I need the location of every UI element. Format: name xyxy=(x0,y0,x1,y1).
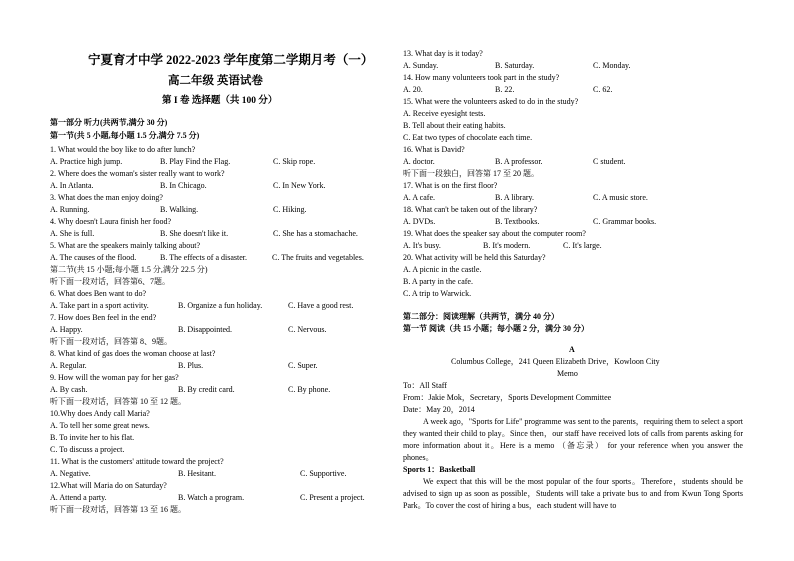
question-8: 8. What kind of gas does the woman choose at last? xyxy=(50,349,216,358)
question-18: 18. What can't be taken out of the library? xyxy=(403,205,538,214)
question-6: 6. What does Ben want to do? xyxy=(50,289,147,298)
q18-option-b: B. Textbooks. xyxy=(495,217,540,226)
q2-option-b: B. In Chicago. xyxy=(160,181,207,190)
question-17: 17. What is on the first floor? xyxy=(403,181,498,190)
q3-option-c: C. Hiking. xyxy=(273,205,307,214)
q10-option-c: C. To discuss a project. xyxy=(50,445,125,454)
q2-option-c: C. In New York. xyxy=(273,181,326,190)
memo-title: Memo xyxy=(557,369,578,378)
q16-option-a: A. doctor. xyxy=(403,157,435,166)
q15-option-b: B. Tell about their eating habits. xyxy=(403,121,506,130)
q19-option-c: C. It's large. xyxy=(563,241,602,250)
q7-option-b: B. Disappointed. xyxy=(178,325,232,334)
question-15: 15. What were the volunteers asked to do in the study? xyxy=(403,97,579,106)
q4-option-c: C. She has a stomachache. xyxy=(273,229,358,238)
q13-option-c: C. Monday. xyxy=(593,61,631,70)
memo-paragraph-2: We expect that this will be the most popular of the four sports。Therefore，students should be advised to sign up as soon as possible，Students will take a private bus to and from Kwun Tong Sports Park。To cover the cost of hiring a bus，each student will have to xyxy=(403,477,743,510)
question-2: 2. Where does the woman's sister really want to work? xyxy=(50,169,225,178)
q2-option-a: A. In Atlanta. xyxy=(50,181,94,190)
q20-option-c: C. A trip to Warwick. xyxy=(403,289,472,298)
q5-option-c: C. The fruits and vegetables. xyxy=(272,253,364,262)
memo-paragraph-1: A week ago，"Sports for Life" programme was sent to the parents，requiring them to select a sport they wanted their child to play。Since then，our staff have received lots of calls from parents asking for more information about it。Here is a memo （备忘录） for your reference when you answer the phones。 xyxy=(403,417,744,462)
memo-date: Date：May 20，2014 xyxy=(403,405,475,414)
q13-option-a: A. Sunday. xyxy=(403,61,439,70)
q14-option-b: B. 22. xyxy=(495,85,515,94)
q1-option-b: B. Play Find the Flag. xyxy=(160,157,231,166)
question-5: 5. What are the speakers mainly talking about? xyxy=(50,241,201,250)
listening-instruction: 听下面一段对话，回答第 10 至 12 题。 xyxy=(50,397,186,406)
q4-option-b: B. She doesn't like it. xyxy=(160,229,229,238)
q5-option-b: B. The effects of a disaster. xyxy=(160,253,248,262)
part1-heading: 第一部分 听力(共两节,满分 30 分) xyxy=(50,118,168,127)
q11-option-a: A. Negative. xyxy=(50,469,91,478)
q12-option-b: B. Watch a program. xyxy=(178,493,245,502)
q3-option-b: B. Walking. xyxy=(160,205,199,214)
q19-option-a: A. It's busy. xyxy=(403,241,441,250)
listening-instruction: 听下面一段对话，回答第6、7题。 xyxy=(50,277,170,286)
question-3: 3. What does the man enjoy doing? xyxy=(50,193,163,202)
q20-option-b: B. A party in the cafe. xyxy=(403,277,473,286)
q6-option-c: C. Have a good rest. xyxy=(288,301,354,310)
exam-title: 宁夏育才中学 2022-2023 学年度第二学期月考（一） xyxy=(88,53,374,67)
q8-option-a: A. Regular. xyxy=(50,361,87,370)
passage-letter: A xyxy=(569,345,575,354)
q13-option-b: B. Saturday. xyxy=(495,61,535,70)
question-19: 19. What does the speaker say about the computer room? xyxy=(403,229,586,238)
section2-heading: 第二节(共 15 小题;每小题 1.5 分,满分 22.5 分) xyxy=(50,265,208,274)
q18-option-a: A. DVDs. xyxy=(403,217,436,226)
sports1-heading: Sports 1：Basketball xyxy=(403,465,476,474)
q15-option-a: A. Receive eyesight tests. xyxy=(403,109,486,118)
question-4: 4. Why doesn't Laura finish her food? xyxy=(50,217,172,226)
q12-option-c: C. Present a project. xyxy=(300,493,365,502)
question-9: 9. How will the woman pay for her gas? xyxy=(50,373,179,382)
q6-option-b: B. Organize a fun holiday. xyxy=(178,301,263,310)
question-13: 13. What day is it today? xyxy=(403,49,483,58)
q17-option-b: B. A library. xyxy=(495,193,535,202)
question-7: 7. How does Ben feel in the end? xyxy=(50,313,157,322)
q8-option-b: B. Plus. xyxy=(178,361,204,370)
question-1: 1. What would the boy like to do after lunch? xyxy=(50,145,196,154)
question-16: 16. What is David? xyxy=(403,145,465,154)
q5-option-a: A. The causes of the flood. xyxy=(50,253,137,262)
q8-option-c: C. Super. xyxy=(288,361,318,370)
q10-option-a: A. To tell her some great news. xyxy=(50,421,150,430)
part2-heading: 第二部分：阅读理解（共两节，满分 40 分） xyxy=(403,312,559,321)
question-10: 10.Why does Andy call Maria? xyxy=(50,409,150,418)
q1-option-a: A. Practice high jump. xyxy=(50,157,123,166)
listening-instruction: 听下面一段对话，回答第 8、9题。 xyxy=(50,337,172,346)
q6-option-a: A. Take part in a sport activity. xyxy=(50,301,149,310)
listening-instruction: 听下面一段独白，回答第 17 至 20 题。 xyxy=(403,169,539,178)
section1-heading: 第一节(共 5 小题,每小题 1.5 分,满分 7.5 分) xyxy=(50,131,200,140)
question-11: 11. What is the customers' attitude toward the project? xyxy=(50,457,224,466)
question-20: 20. What activity will be held this Saturday? xyxy=(403,253,546,262)
q11-option-b: B. Hesitant. xyxy=(178,469,216,478)
question-14: 14. How many volunteers took part in the study? xyxy=(403,73,560,82)
q18-option-c: C. Grammar books. xyxy=(593,217,657,226)
q7-option-c: C. Nervous. xyxy=(288,325,327,334)
q16-option-c: C student. xyxy=(593,157,626,166)
q10-option-b: B. To invite her to his flat. xyxy=(50,433,135,442)
q17-option-c: C. A music store. xyxy=(593,193,648,202)
q17-option-a: A. A cafe. xyxy=(403,193,435,202)
memo-from: From：Jakie Mok，Secretary，Sports Development Committee xyxy=(403,393,612,402)
volume-heading: 第 I 卷 选择题（共 100 分） xyxy=(162,96,278,106)
listening-instruction: 听下面一段对话，回答第 13 至 16 题。 xyxy=(50,505,186,514)
memo-to: To：All Staff xyxy=(403,381,447,390)
q16-option-b: B. A professor. xyxy=(495,157,543,166)
q9-option-c: C. By phone. xyxy=(288,385,331,394)
college-address: Columbus College，241 Queen Elizabeth Drive，Kowloon City xyxy=(451,357,660,366)
q9-option-a: A. By cash. xyxy=(50,385,88,394)
exam-subtitle: 高二年级 英语试卷 xyxy=(168,75,263,87)
q3-option-a: A. Running. xyxy=(50,205,90,214)
reading-section-heading: 第一节 阅读（共 15 小题；每小题 2 分，满分 30 分） xyxy=(403,324,589,333)
q19-option-b: B. It's modern. xyxy=(483,241,531,250)
q14-option-a: A. 20. xyxy=(403,85,423,94)
q12-option-a: A. Attend a party. xyxy=(50,493,107,502)
question-12: 12.What will Maria do on Saturday? xyxy=(50,481,167,490)
q4-option-a: A. She is full. xyxy=(50,229,95,238)
q20-option-a: A. A picnic in the castle. xyxy=(403,265,482,274)
q14-option-c: C. 62. xyxy=(593,85,613,94)
q1-option-c: C. Skip rope. xyxy=(273,157,316,166)
q15-option-c: C. Eat two types of chocolate each time. xyxy=(403,133,533,142)
q11-option-c: C. Supportive. xyxy=(300,469,347,478)
q9-option-b: B. By credit card. xyxy=(178,385,235,394)
q7-option-a: A. Happy. xyxy=(50,325,83,334)
